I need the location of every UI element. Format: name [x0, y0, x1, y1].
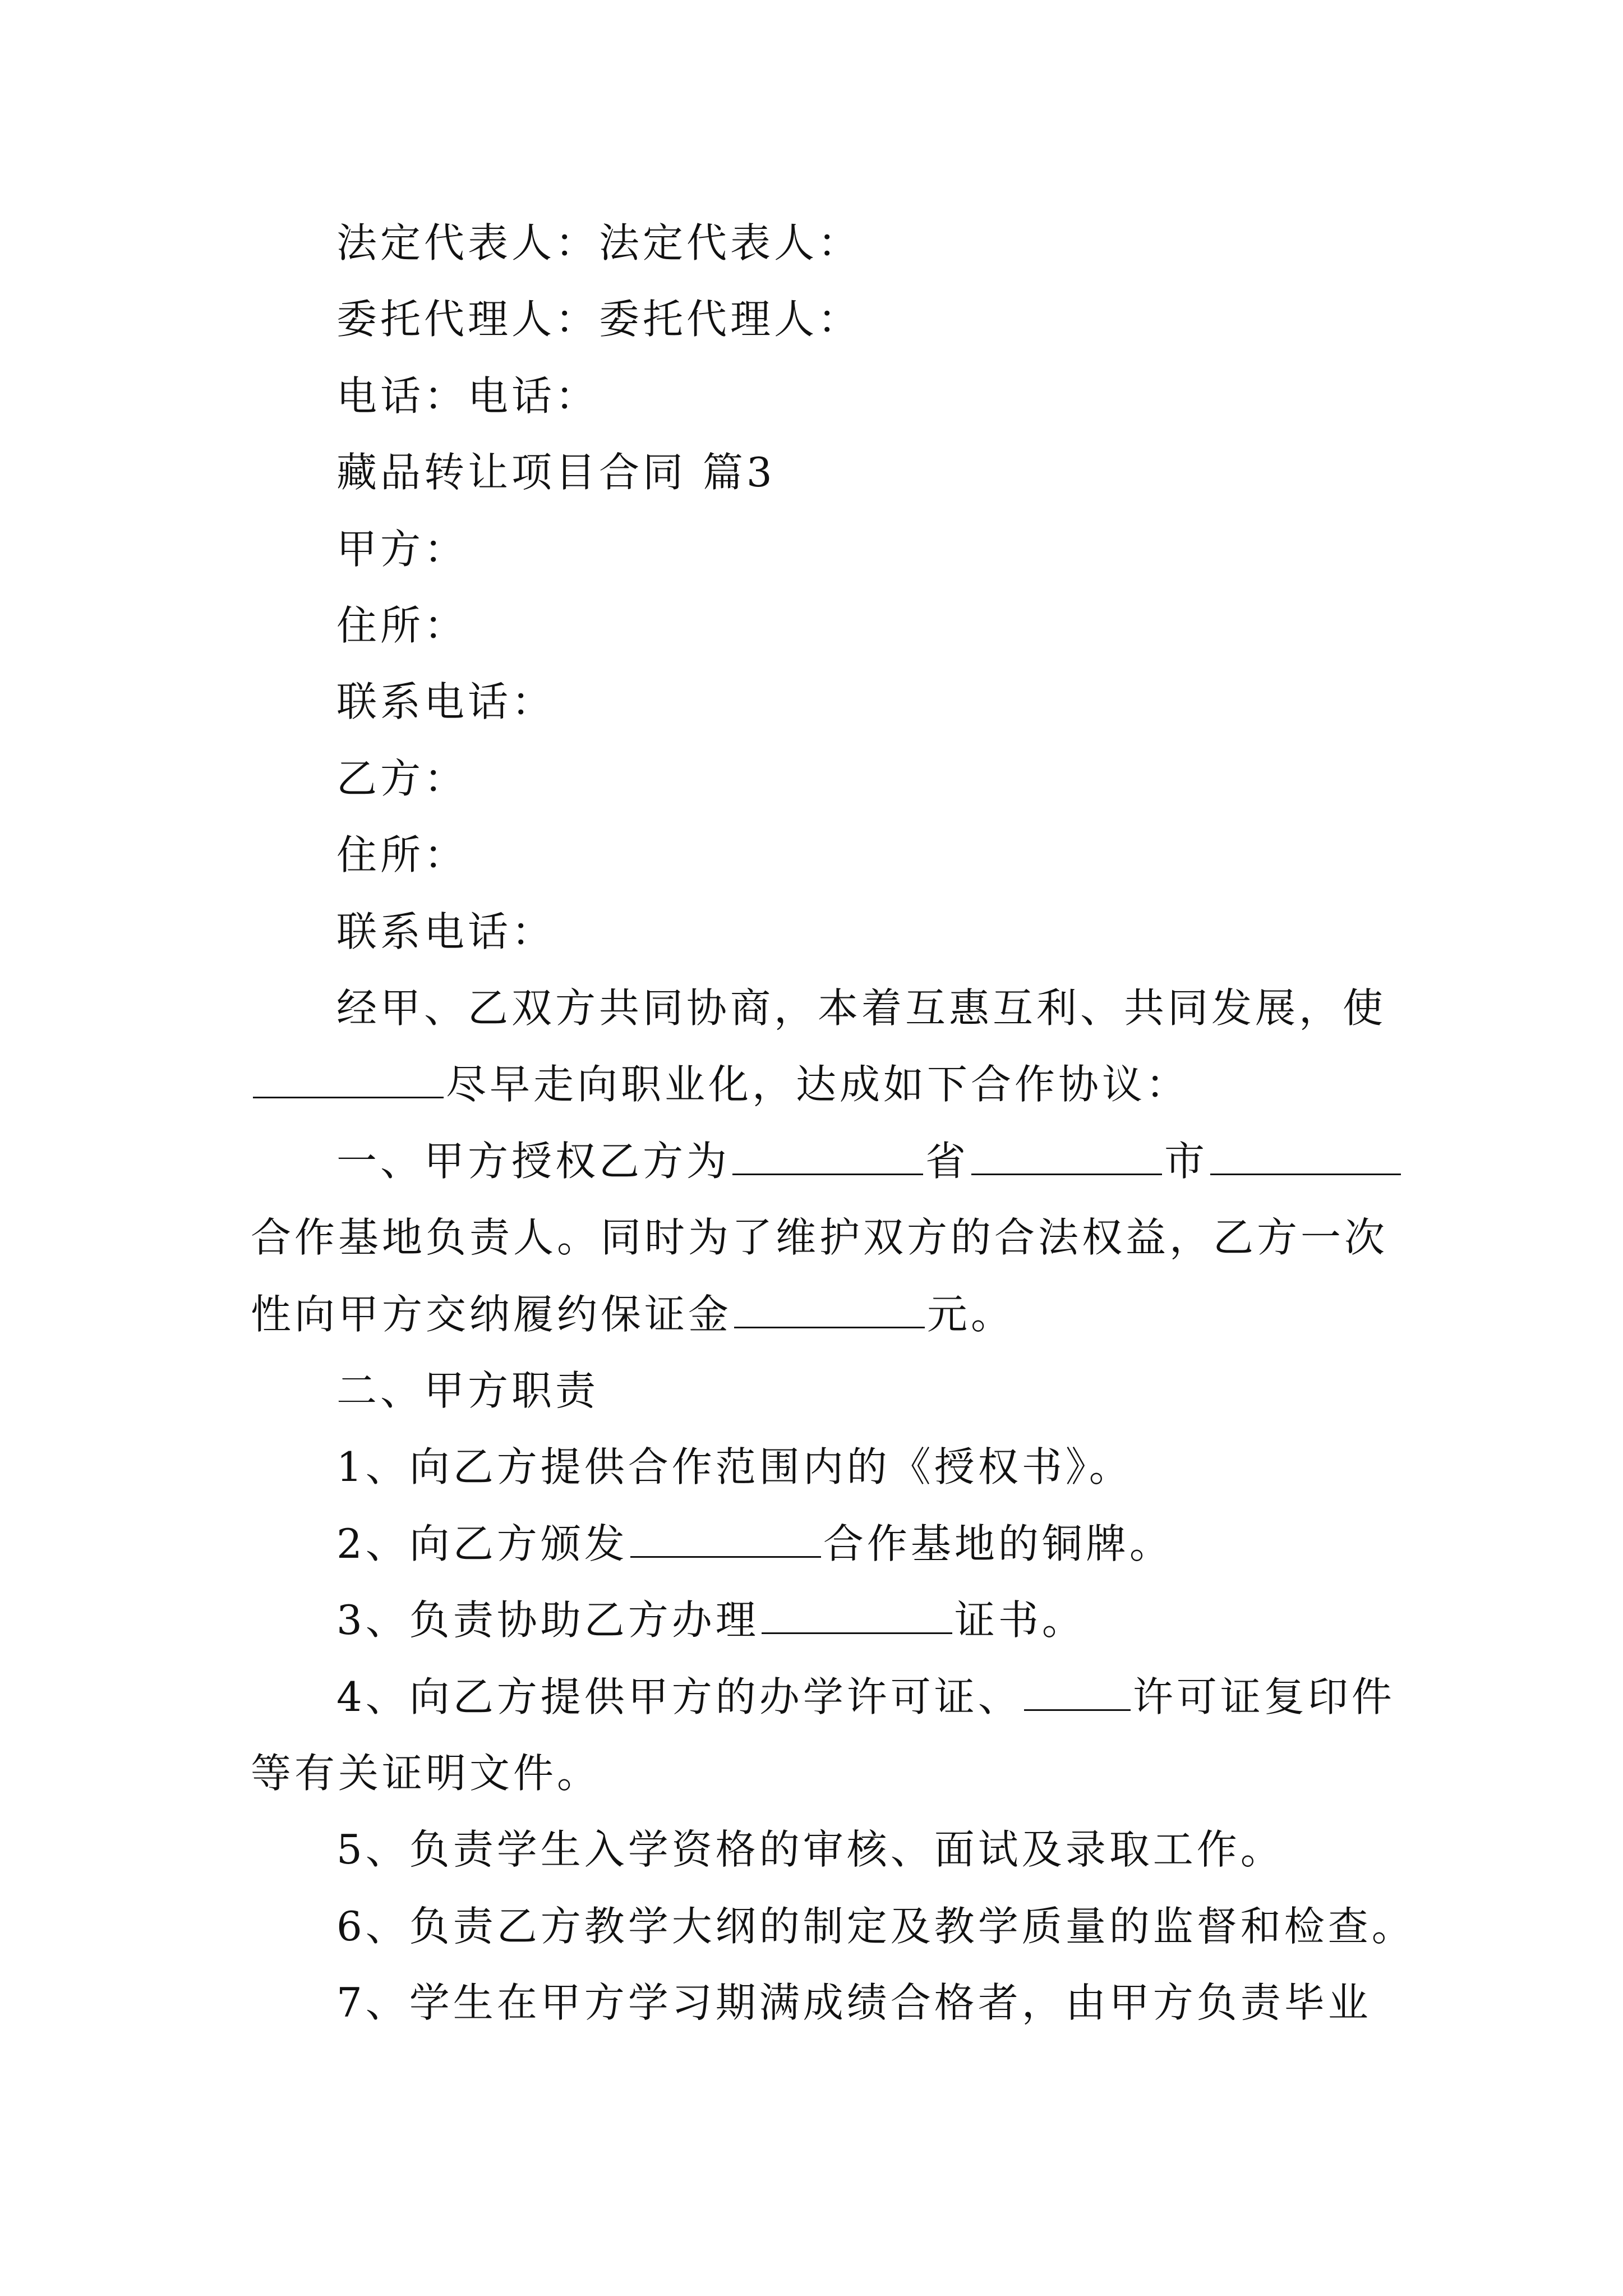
item-7: 7、学生在甲方学习期满成绩合格者，由甲方负责毕业: [336, 1979, 1372, 2026]
blank-field: [971, 1141, 1162, 1175]
phone-line: 电话：电话：: [336, 372, 600, 420]
item-4-line-1: [336, 1672, 1395, 1722]
item-2-text: 2、向乙方颁发: [336, 1520, 628, 1567]
item-5: 5、负责学生入学资格的审核、面试及录取工作。: [336, 1826, 1284, 1873]
agreement-intro-text: 尽早走向职业化，达成如下合作协议：: [446, 1061, 1190, 1108]
party-a-line: 甲方：: [336, 526, 468, 573]
blank-field: [253, 1064, 444, 1098]
contract-heading: 藏品转让项目合同 篇3: [336, 449, 776, 496]
yuan-label: 元。: [927, 1291, 1015, 1338]
blank-field: [1024, 1677, 1131, 1711]
party-a-address-line: 住所：: [336, 602, 468, 649]
item-4-line-2: 等有关证明文件。: [251, 1750, 601, 1797]
party-b-phone-line: 联系电话：: [336, 908, 556, 955]
item-3-text: 3、负责协助乙方办理: [336, 1596, 759, 1644]
section-2-title: 二、甲方职责: [336, 1367, 600, 1414]
entrusted-agent-line: 委托代理人：委托代理人：: [336, 296, 862, 343]
clause-1-line-1: [336, 1136, 1403, 1186]
party-b-address-line: 住所：: [336, 831, 468, 878]
blank-field: [762, 1600, 952, 1634]
item-3-text-end: 证书。: [954, 1596, 1086, 1644]
clause-1-text: 一、甲方授权乙方为: [336, 1138, 731, 1185]
party-b-line: 乙方：: [336, 755, 468, 802]
item-3: [336, 1595, 1086, 1645]
item-6: 6、负责乙方教学大纲的制定及教学质量的监督和检查。: [336, 1903, 1415, 1950]
legal-representative-line: 法定代表人：法定代表人：: [336, 219, 862, 266]
province-label: 省: [925, 1138, 970, 1185]
clause-1-line-2: 合作基地负责人。同时为了维护双方的合法权益，乙方一次: [251, 1214, 1389, 1261]
party-a-phone-line: 联系电话：: [336, 678, 556, 725]
item-1: 1、向乙方提供合作范围内的《授权书》。: [336, 1443, 1133, 1490]
blank-field: [732, 1141, 923, 1175]
deposit-text: 性向甲方交纳履约保证金: [251, 1291, 732, 1338]
city-label: 市: [1164, 1138, 1209, 1185]
clause-1-line-3: [251, 1289, 1015, 1340]
item-4-text-end: 许可证复印件: [1132, 1673, 1395, 1720]
item-2-text-end: 合作基地的铜牌。: [823, 1520, 1173, 1567]
item-4-text: 4、向乙方提供甲方的办学许可证、: [336, 1673, 1022, 1720]
blank-field: [630, 1524, 821, 1558]
blank-field: [1210, 1141, 1401, 1175]
agreement-intro-line-1: 经甲、乙双方共同协商，本着互惠互利、共同发展，使: [336, 984, 1387, 1032]
blank-field: [734, 1294, 925, 1328]
agreement-intro-line-2: [251, 1059, 1189, 1110]
item-2: [336, 1519, 1173, 1569]
